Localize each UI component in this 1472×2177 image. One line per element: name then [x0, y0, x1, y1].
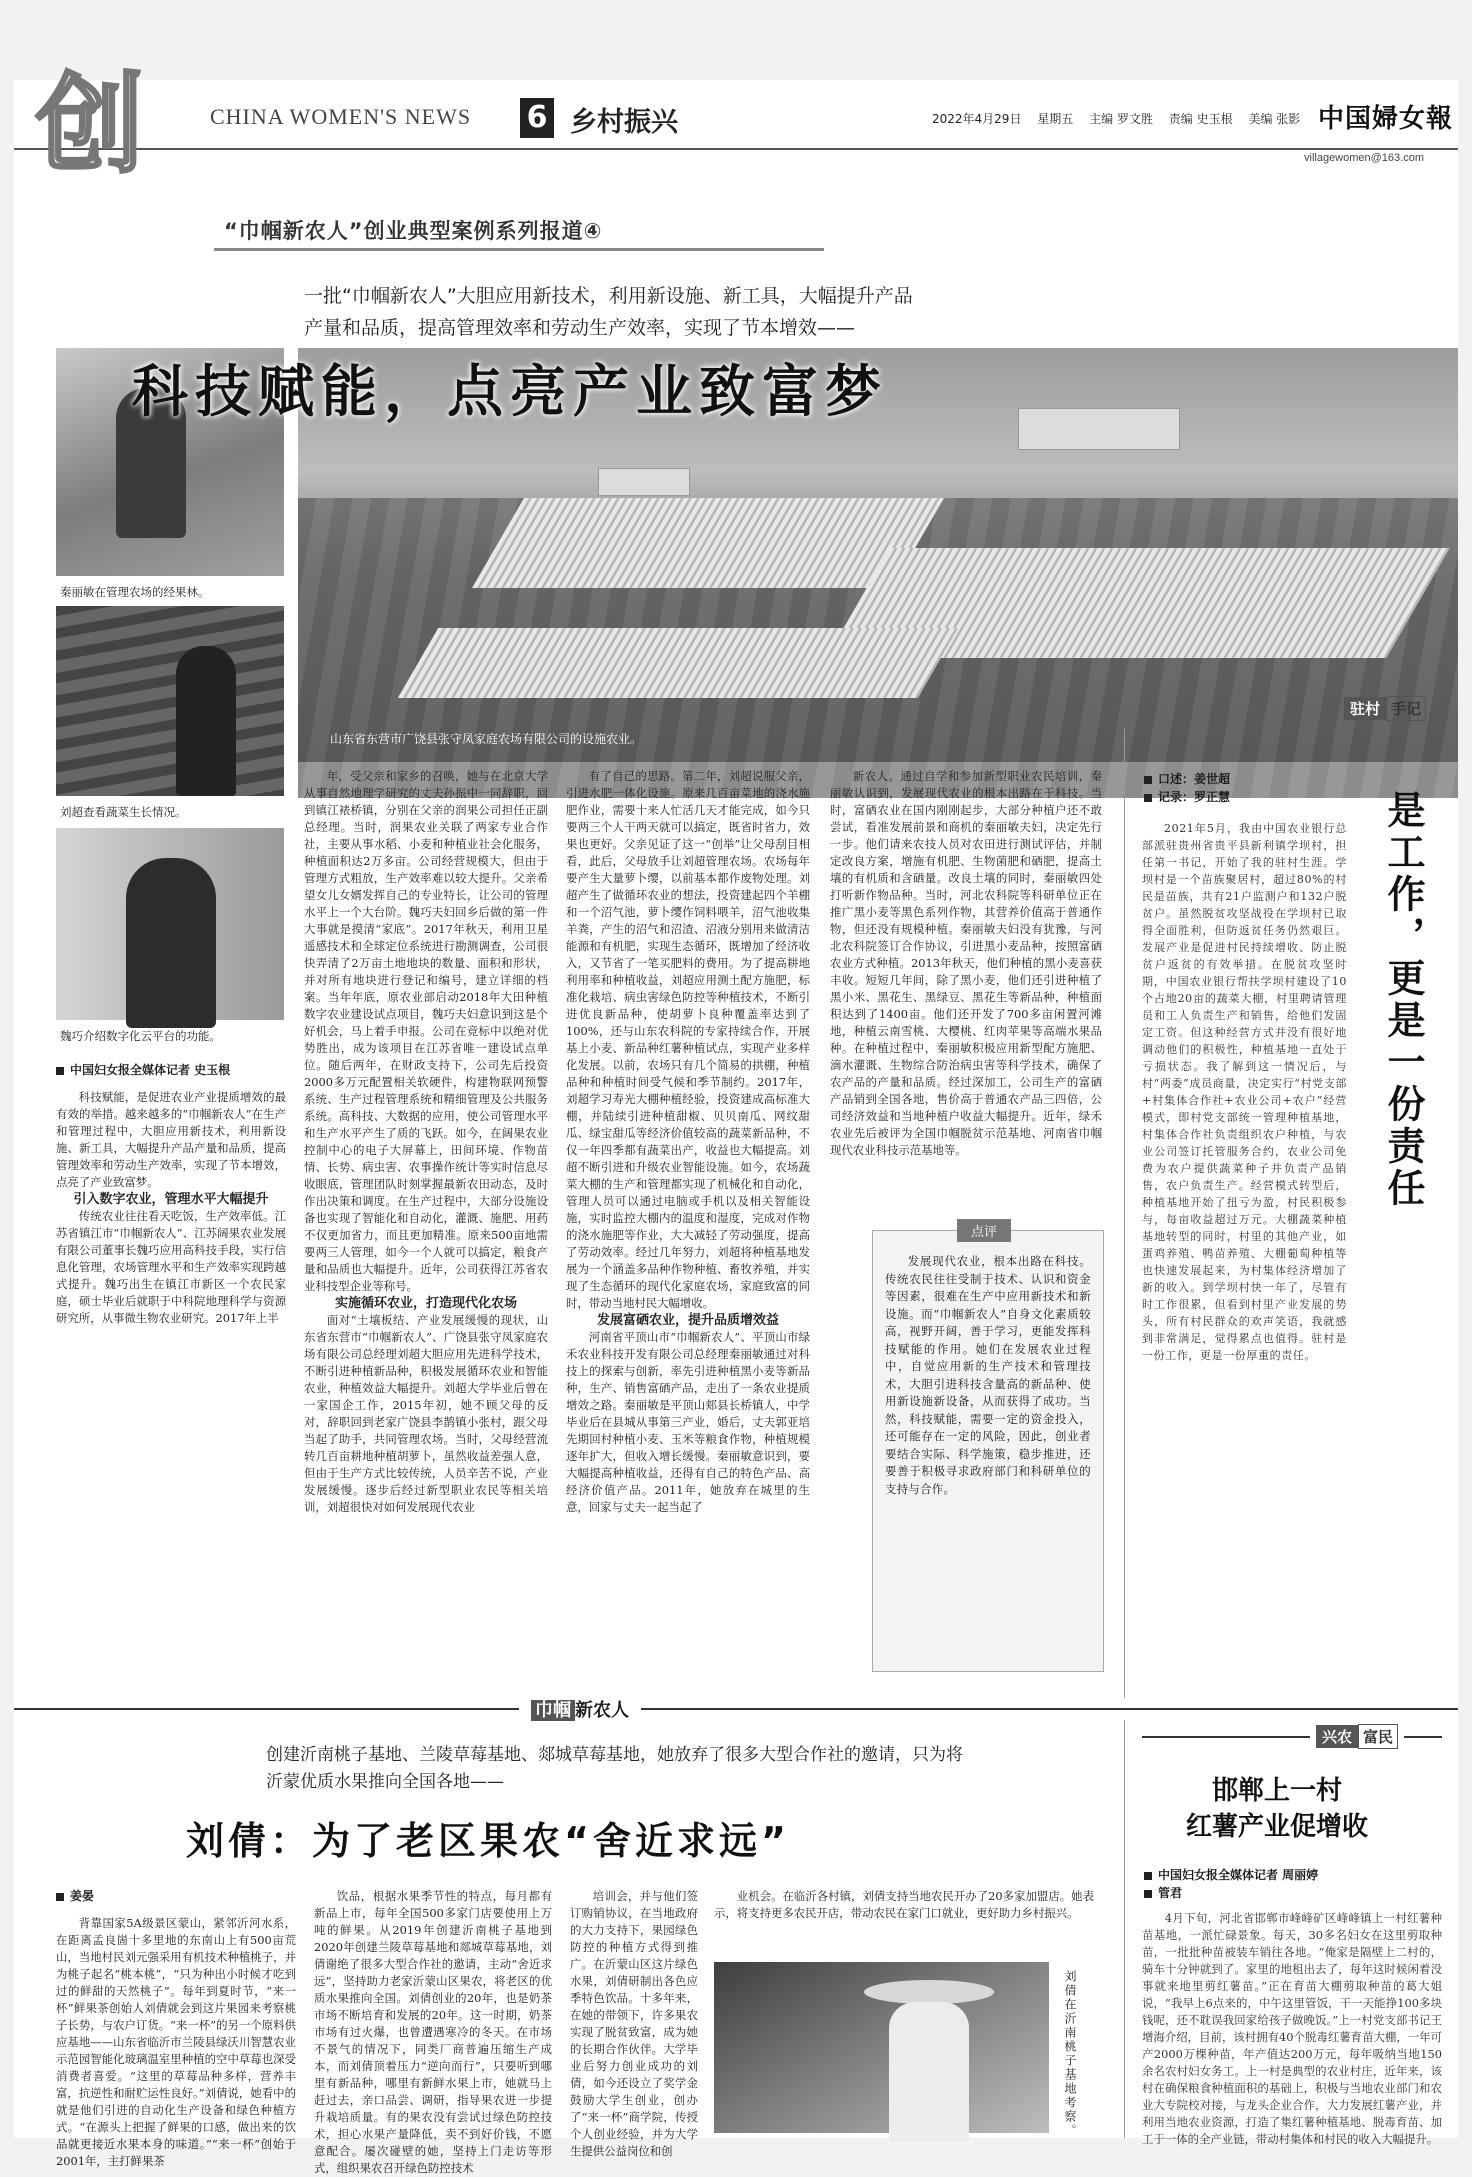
newspaper-page — [14, 63, 1458, 2175]
issue-date: 2022年4月29日 — [932, 112, 1022, 126]
photo-liu-qian-peach-base — [714, 1962, 1049, 2133]
editor: 主编 罗文胜 — [1089, 112, 1153, 126]
lead-column-4 — [830, 768, 1102, 1220]
lead-subhead-1: 引入数字农业，管理水平大幅提升 — [73, 1192, 269, 1207]
newspaper-logo: 中国婦女報 — [1318, 104, 1454, 134]
sidebar-recorder: 记录：罗正慧 — [1144, 788, 1230, 806]
sidebar-tag: 驻村 手记 — [1344, 696, 1426, 721]
photo-caption-3: 魏巧介绍数字化云平台的功能。 — [60, 1029, 221, 1043]
responsible-editor: 责编 史玉根 — [1168, 112, 1233, 126]
bottom-section-rule — [14, 1708, 1458, 1710]
english-masthead: CHINA WOMEN'S NEWS — [210, 104, 472, 129]
series-underline — [214, 248, 824, 251]
sidebar-credits — [1144, 770, 1230, 806]
sidebar-body: 2021年5月，我由中国农业银行总部派驻贵州省贵平县新利镇学坝村，担任第一书记，开始了我的驻村生涯。学坝村是一个苗族聚居村，超过80%的村民是苗族，共有21户监测户和132户脱贫户。虽然脱贫攻坚战役在学坝村已取得全面胜利，但防返贫任务仍然艰巨。发展产业是促进村民持续增收、防止脱贫户返贫的有效举措。在脱贫攻坚时期，中国农业银行帮扶学坝村建设了10个占地20亩的蔬菜大棚，村里聘请管理员和工人负责生产和销售，给他们发固定工资。但这种经营方式并没有很好地调动他们的积极性，种植基地一直处于亏损状态。我了解到这一情况后，与村“两委”成员商量，决定实行“村党支部+村集体合作社+农业公司+农户”经营模式，即村党支部统一管理种植基地，村集体合作社负责组织农户种植，与农业公司签订托管服务合约，农业公司免费为农户提供蔬菜种子并负责产品销售，农户负责生产。经营模式转型后，种植基地开始了扭亏为盈，村民积极参与，每亩收益超过万元。大棚蔬菜种植基地转型的同时，村里的其他产业，如蛋鸡养殖、鸭苗养殖、大棚葡萄种植等也快速发展起来，为村集体经济增加了新的收入。到学坝村快一年了，尽管有时工作很累，但看到村里产业发展的势头，所有村民群众的欢声笑语，我就感到非常满足，觉得累点也值得。驻村是一份工作，更是一份厚重的责任。 — [1142, 822, 1347, 1362]
greenhouse-row — [398, 628, 958, 698]
bottom-column-4: 业机会。在临沂各村镇，刘倩支持当地农民开办了20多家加盟店。她表示，将支持更多农民开店，带动农民在家门口就业，更好助力乡村振兴。 — [714, 1889, 1094, 1920]
hero-caption: 山东省东营市广饶县张守凤家庭农场有限公司的设施农业。 — [330, 732, 643, 746]
photo-caption-1: 秦丽敏在管理农场的经果林。 — [60, 585, 210, 599]
lead-byline: 中国妇女报全媒体记者 史玉根 — [56, 1062, 286, 1079]
sidebar-divider — [1124, 728, 1125, 1698]
lead-intro: 科技赋能，是促进农业产业提质增效的最有效的举措。越来越多的“巾帼新农人”在生产和管理过程中，大胆应用新技术，利用新设施、新工具，大幅提升产品产量和品质，提高管理效率和劳动生产效率，实现了节本增效，点亮了产业致富梦。 — [56, 1090, 286, 1189]
comment-box — [872, 1225, 1104, 1672]
sidebar2-tag: 兴农 富民 — [1310, 1724, 1404, 1749]
lead-subhead-3: 发展富硒农业，提升品质增效益 — [596, 1313, 779, 1328]
lead-col1-text: 传统农业往往看天吃饭，生产效率低。江苏省镇江市“巾帼新农人”、江苏阔果农业发展有限公司董事长魏巧应用高科技手段，实行信息化管理，农场管理水平和生产效率实现跨越式提升。魏巧出生在镇江市新区一个农民家庭，硕士毕业后就职于中科院地理科学与资源研究所，从事微生物农业研究。2017年上半 — [56, 1209, 286, 1325]
person-silhouette — [126, 858, 216, 1028]
hat-shape — [864, 1980, 994, 2004]
sidebar-narrator: 口述：姜世超 — [1144, 770, 1230, 788]
lead-column-2 — [304, 768, 548, 1692]
sidebar2-credits: 中国妇女报全媒体记者 周丽婷 管君 — [1144, 1866, 1318, 1902]
bottom-column-1: 姜晏 背靠国家5A级景区蒙山，紧邻沂河水系，在距离孟良崮十多里地的东南山上有500亩荒山，当地村民刘元强采用有机技术种植桃子，并为桃子起名“桃本桃”，“只为种出小时候才吃到过的鲜甜的天然桃子”。每年到夏时节，“来一杯”鲜果茶创始人刘倩就会到这片果园来考察桃子长势，与农户订货。“来一杯”的另一个原料供应基地——山东省临沂市兰陵县绿沃川智慧农业示范园智能化玻璃温室里种植的空中草莓也深受消费者喜爱。“这里的草莓品种多样，营养丰富，抗逆性和耐贮运性良好。”刘倩说，她看中的就是他们引进的自动化生产设备和绿色种植方式。“在源头上把握了鲜果的口感，做出来的饮品就更接近水果本身的味道。”“来一杯”创始于2001年，主打鲜果茶 — [56, 1889, 296, 2168]
comment-body: 发展现代农业，根本出路在科技。传统农民往往受制于技术、认识和资金等因素，很难在生产中应用新技术和新设施。而“巾帼新农人”自身文化素质较高，视野开阔，善于学习，更能发挥科技赋能的作用。她们在发展农业过程中，自觉应用新的生产技术和管理技术，大胆引进科技含量高的新品种、使用新设施新设备，从而获得了成功。当然，科技赋能，需要一定的资金投入，还可能存在一定的风险，因此，创业者要结合实际、科学施策，稳步推进，还要善于积极寻求政府部门和科研单位的支持与合作。 — [885, 1254, 1091, 1496]
series-banner: “巾帼新农人”创业典型案例系列报道④ — [224, 219, 603, 243]
bottom-column-3: 培训会，并与他们签订购销协议，在当地政府的大力支持下，果园绿色防控的种植方式得到推广。在沂蒙山区这片绿色水果，刘倩研制出各色应季特色饮品。十多年来，在她的带领下，许多果农实现了脱贫致富，成为她的长期合作伙伴。大学毕业后努力创业成功的刘倩，如今还设立了奖学金鼓励大学生创业，创办了“来一杯”商学院，传授个人创业经验，并为大学生提供公益岗位和创 — [570, 1889, 698, 2158]
bottom-headline: 刘倩：为了老区果农“舍近求远” — [186, 1819, 790, 1863]
bottom-deck: 创建沂南桃子基地、兰陵草莓基地、郯城草莓基地，她放弃了很多大型合作社的邀请，只为将沂蒙优质水果推向全国各地—— — [266, 1745, 963, 1792]
lead-column-1 — [56, 1062, 286, 1692]
issue-weekday: 星期五 — [1037, 112, 1074, 126]
bottom-byline: 姜晏 — [56, 1888, 296, 1905]
bottom-photo-caption: 刘倩在沂南桃子基地考察。 — [1063, 1970, 1077, 2138]
lead-col3-text: 有了自己的思路。第二年，刘超说服父亲，引进水肥一体化设施。原来几百亩菜地的浇水施肥作业，需要十来人忙活几天才能完成，如今只要两三个人干两天就可以搞定，既省时省力，效果也更好。父亲见证了这一“创举”让父母刮目相看，此后，父母放手让刘超管理农场。农场每年要产生大量萝卜缨，以前基本都作废物处理。刘超产生了做循环农业的想法，投资建起四个羊棚和一个沼气池，萝卜缨作饲料喂羊，沼气池收集羊粪，产生的沼气和沼渣、沼液分别用来做清洁能源和有机肥，实现生态循环，既增加了经济收入，又节省了一笔买肥料的费用。为了提高耕地利用率和种植收益，刘超应用测土配方施肥，标准化栽培、病虫害绿色防控等种植技术，不断引进优良新品种，使胡萝卜良种覆盖率达到了100%，还与山东农科院的专家持续合作，开展基上小麦、新品种红薯种植试点，实现产业多样化发展。以前，农场只有几个简易的拱棚，种植品种和种植时间受气候和季节制约。2017年，刘超学习寿光大棚种植经验，投资建成高标准大棚，并陆续引进种植甜椒、贝贝南瓜、网纹甜瓜、绿宝甜瓜等经济价值较高的蔬菜新品种，不仅一年四季都有蔬菜出产，收益也大幅提高。刘超不断引进和升级农业智能设施。如今，农场蔬菜大棚的生产和管理都实现了机械化和自动化，管理人员可以通过电脑或手机以及相关智能设施，实时监控大棚内的温度和湿度，完成对作物的浇水施肥等作业，大大减轻了劳动强度，提高了劳动效率。经过几年努力，刘超将种植基地发展为一个涵盖多品种作物种植、畜牧养殖，并实现了生态循环的现代化家庭农场，家庭致富的同时，带动当地村民大幅增收。 — [566, 769, 810, 1310]
photo-liu-chao-vegetables — [56, 606, 284, 796]
header-meta — [932, 110, 1312, 127]
bottom-section-tag: 巾帼 新农人 — [519, 1696, 641, 1722]
sidebar-title: 是工作，更是一份责任 — [1381, 790, 1425, 1210]
sidebar2-divider — [1124, 1720, 1125, 2138]
section-big-character: 创 — [36, 63, 145, 188]
photo-wei-qiao-platform — [56, 828, 284, 1020]
lead-col3b-text: 河南省平顶山市“巾帼新农人”、平顶山市绿禾农业科技开发有限公司总经理秦丽敏通过对科技上的探索与创新，率先引进种植黑小麦等新品种，生产、销售富硒产品，走出了一条农业提质增效之路。秦丽敏是平顶山郏县长桥镇人，中学毕业后在县城从事第三产业，婚后，丈夫郭亚培先期回村种植小麦、玉米等粮食作物，种植规模逐年扩大，但收入增长缓慢。秦丽敏意识到，要大幅提高种植收益，还得有自己的特色产品、高经济价值产品。2011年，她放弃在城里的生意，回家与丈夫一起当起了 — [566, 1330, 810, 1514]
lead-deck: 一批“巾帼新农人”大胆应用新技术，利用新设施、新工具，大幅提升产品产量和品质，提高管理效率和劳动生产效率，实现了节本增效—— — [304, 285, 913, 339]
sidebar2-body: 4月下旬，河北省邯郸市峰峰矿区峰峰镇上一村红薯种苗基地，一派忙碌景象。每天，30多名妇女在这里剪取种苗，一批批种苗被装车销往各地。“俺家是隔壁上二村的，骑车十分钟就到了。家里的地租出去了，每年这时候闲着没事就来地里剪红薯苗。”正在育苗大棚剪取种苗的葛大姐说，“我早上6点来的，中午这里管饭，干一天能挣100多块钱呢，还不耽误我回家给孩子做晚饭。”上一村党支部书记王增海介绍，目前，该村拥有40个脱毒红薯育苗大棚，一年可产2000万棵种苗，年产值达200万元，每年吸纳当地150余名农村妇女务工。上一村是典型的农业村庄，近年来，该村在确保粮食种植面积的基础上，积极与当地农业部门和农业大专院校对接，与龙头企业合作，大力发展红薯产业，并利用当地农业资源，打造了集红薯种植基地、脱毒育苗、加工于一体的全产业链，带动村集体和村民的收入大幅提升。 — [1142, 1911, 1442, 2146]
farm-building — [598, 468, 690, 496]
lead-col2-text: 年，受父亲和家乡的召唤，她与在北京大学从事自然地理学研究的丈夫孙振中一同辞职，回到镇江裱桥镇，分别在父亲的润果公司担任正副总经理。当时，润果农业关联了两家专业合作社，主要从事水稻、小麦和种植业社会化服务，种植面积达2万多亩。公司经营规模大，但由于管理方式粗放，生产效率难以较大提升。父亲希望女儿女婿发挥自己的专业特长，让公司的管理水平上一个大台阶。魏巧夫妇回乡后做的第一件大事就是摸清“家底”。2017年秋天，利用卫星遥感技术和全球定位系统进行勘测调查，公司很快弄清了2万亩土地地块的数量、面积和形状，并对所有地块进行登记和编号，建立详细的档案。当年年底，原农业部启动2018年大田种植数字农业建设试点项目，魏巧夫妇意识到这是个好机会，马上着手申报。公司在竞标中以绝对优势胜出，成为该项目在江苏省唯一建设试点单位。随后两年，在财政支持下，公司先后投资2000多万元配置相关软硬件，构建物联网预警系统、生产过程管理系统和精细管理及公共服务系统。高科技、大数据的应用，使公司管理水平和生产水平产生了质的飞跃。如今，在阔果农业控制中心的电子大屏幕上，田间环境、作物苗情、长势、病虫害、农事操作统计等实时信息尽收眼底，管理团队时刻掌握最新农田动态，及时作出决策和调度。在生产过程中，大部分设施设备也实现了智能化和自动化，灌溉、施肥、用药不仅更加省力，而且更加精准。原来500亩地需要两三人管理，如今一个人就可以搞定，粮食产量和品质也大幅提升。近年，公司获得江苏省农业科技型企业等称号。 — [304, 769, 548, 1293]
lead-col4-text: 新农人。通过自学和参加新型职业农民培训，秦丽敏认识到，发展现代农业的根本出路在于科技。当时，富硒农业在国内刚刚起步，大部分种植户还不敢尝试，看准发展前景和商机的秦丽敏夫妇，决定先行一步。他们请来农技人员对农田进行测试评估，并制定改良方案，增施有机肥、生物菌肥和硒肥，提高土壤的有机质和含硒量。改良土壤的同时，秦丽敏四处打听新作物品种。当时，河北农科院等科研单位正在推广黑小麦等黑色系列作物，其营养价值高于普通作物，但还没有规模种植。秦丽敏夫妇没有犹豫，与河北农科院签订合作协议，引进黑小麦品种，按照富硒农业方式种植。2013年秋天，他们种植的黑小麦喜获丰收。短短几年间，除了黑小麦，他们还引进种植了黑小米、黑花生、黑绿豆、黑花生等新品种，种植面积达到了1400亩。他们还开发了700多亩闲置河滩地，种植云南雪桃、大樱桃、红肉苹果等高端水果品种。在种植过程中，秦丽敏积极应用新型配方施肥、滴水灌溉、生物综合防治病虫害等科学技术，确保了农产品的产量和品质。经过深加工，公司生产的富硒产品销到全国各地，售价高于普通农产品三四倍，公司经济效益和当地种植户收益大幅提升。近年，绿禾农业先后被评为全国巾帼脱贫示范基地、河南省巾帼现代农业科技示范基地等。 — [830, 769, 1102, 1157]
lead-col2b-text: 面对“土壤板结、产业发展缓慢的现状，山东省东营市“巾帼新农人”、广饶县张守凤家庭农场有限公司总经理刘超大胆应用先进科学技术，不断引进种植新品种，积极发展循环农业和智能农业，种植效益大幅提升。刘超大学毕业后曾在一家国企工作，2015年初，她不顾父母的反对，辞职回到老家广饶县李鹊镇小张村，跟父母当起了助手，共同管理农场。当时，父母经营流转几百亩耕地种植胡萝卜，虽然收益差强人意，但由于生产方式比较传统，人员辛苦不说，产业发展缓慢。逐步后经过新型职业农民等相关培训，刘超很快对如何发展现代农业 — [304, 1313, 548, 1514]
farm-building — [1018, 408, 1180, 450]
lead-headline: 科技赋能，点亮产业致富梦 — [132, 360, 888, 425]
person-silhouette — [889, 2002, 969, 2142]
section-name: 乡村振兴 — [570, 107, 678, 138]
lead-subhead-2: 实施循环农业，打造现代化农场 — [334, 1296, 517, 1311]
bottom-column-2: 饮品，根据水果季节性的特点，每月都有新品上市，每年全国500多家门店要使用上万吨的鲜果。从2019年创建沂南桃子基地到2020年创建兰陵草莓基地和郯城草莓基地，刘倩谢绝了很多大型合作社的邀请，主动“舍近求远”，坚持助力老家沂蒙山区果农，将老区的优质水果推向全国。刘倩创业的20年，也是奶茶市场不断培育和发展的20年。这一时期，奶茶市场有过火爆，也曾遭遇寒冷的冬天。在市场不景气的情况下，同类厂商普遍压缩生产成本，而刘倩顶着压力“逆向而行”，只要听到哪里有新品种，哪里有新鲜水果上市，她就马上赶过去，亲口品尝、调研，指导果农进一步提升栽培质量。有的果农没有尝试过绿色防控技术，担心水果产量降低，卖不到好价钱，不愿意配合。屡次碰壁的她，坚持上门走访等形式，组织果农召开绿色防控技术 — [314, 1889, 552, 2175]
sidebar2-title: 邯郸上一村 红薯产业促增收 — [1185, 1776, 1368, 1842]
contact-email: villagewomen@163.com — [1304, 152, 1425, 164]
person-silhouette — [176, 646, 236, 796]
lead-column-3 — [566, 768, 810, 1692]
photo-caption-2: 刘超查看蔬菜生长情况。 — [60, 805, 187, 819]
page-number: 6 — [520, 98, 554, 138]
art-editor: 美编 张影 — [1248, 112, 1301, 126]
comment-tag: 点评 — [957, 1219, 1011, 1242]
